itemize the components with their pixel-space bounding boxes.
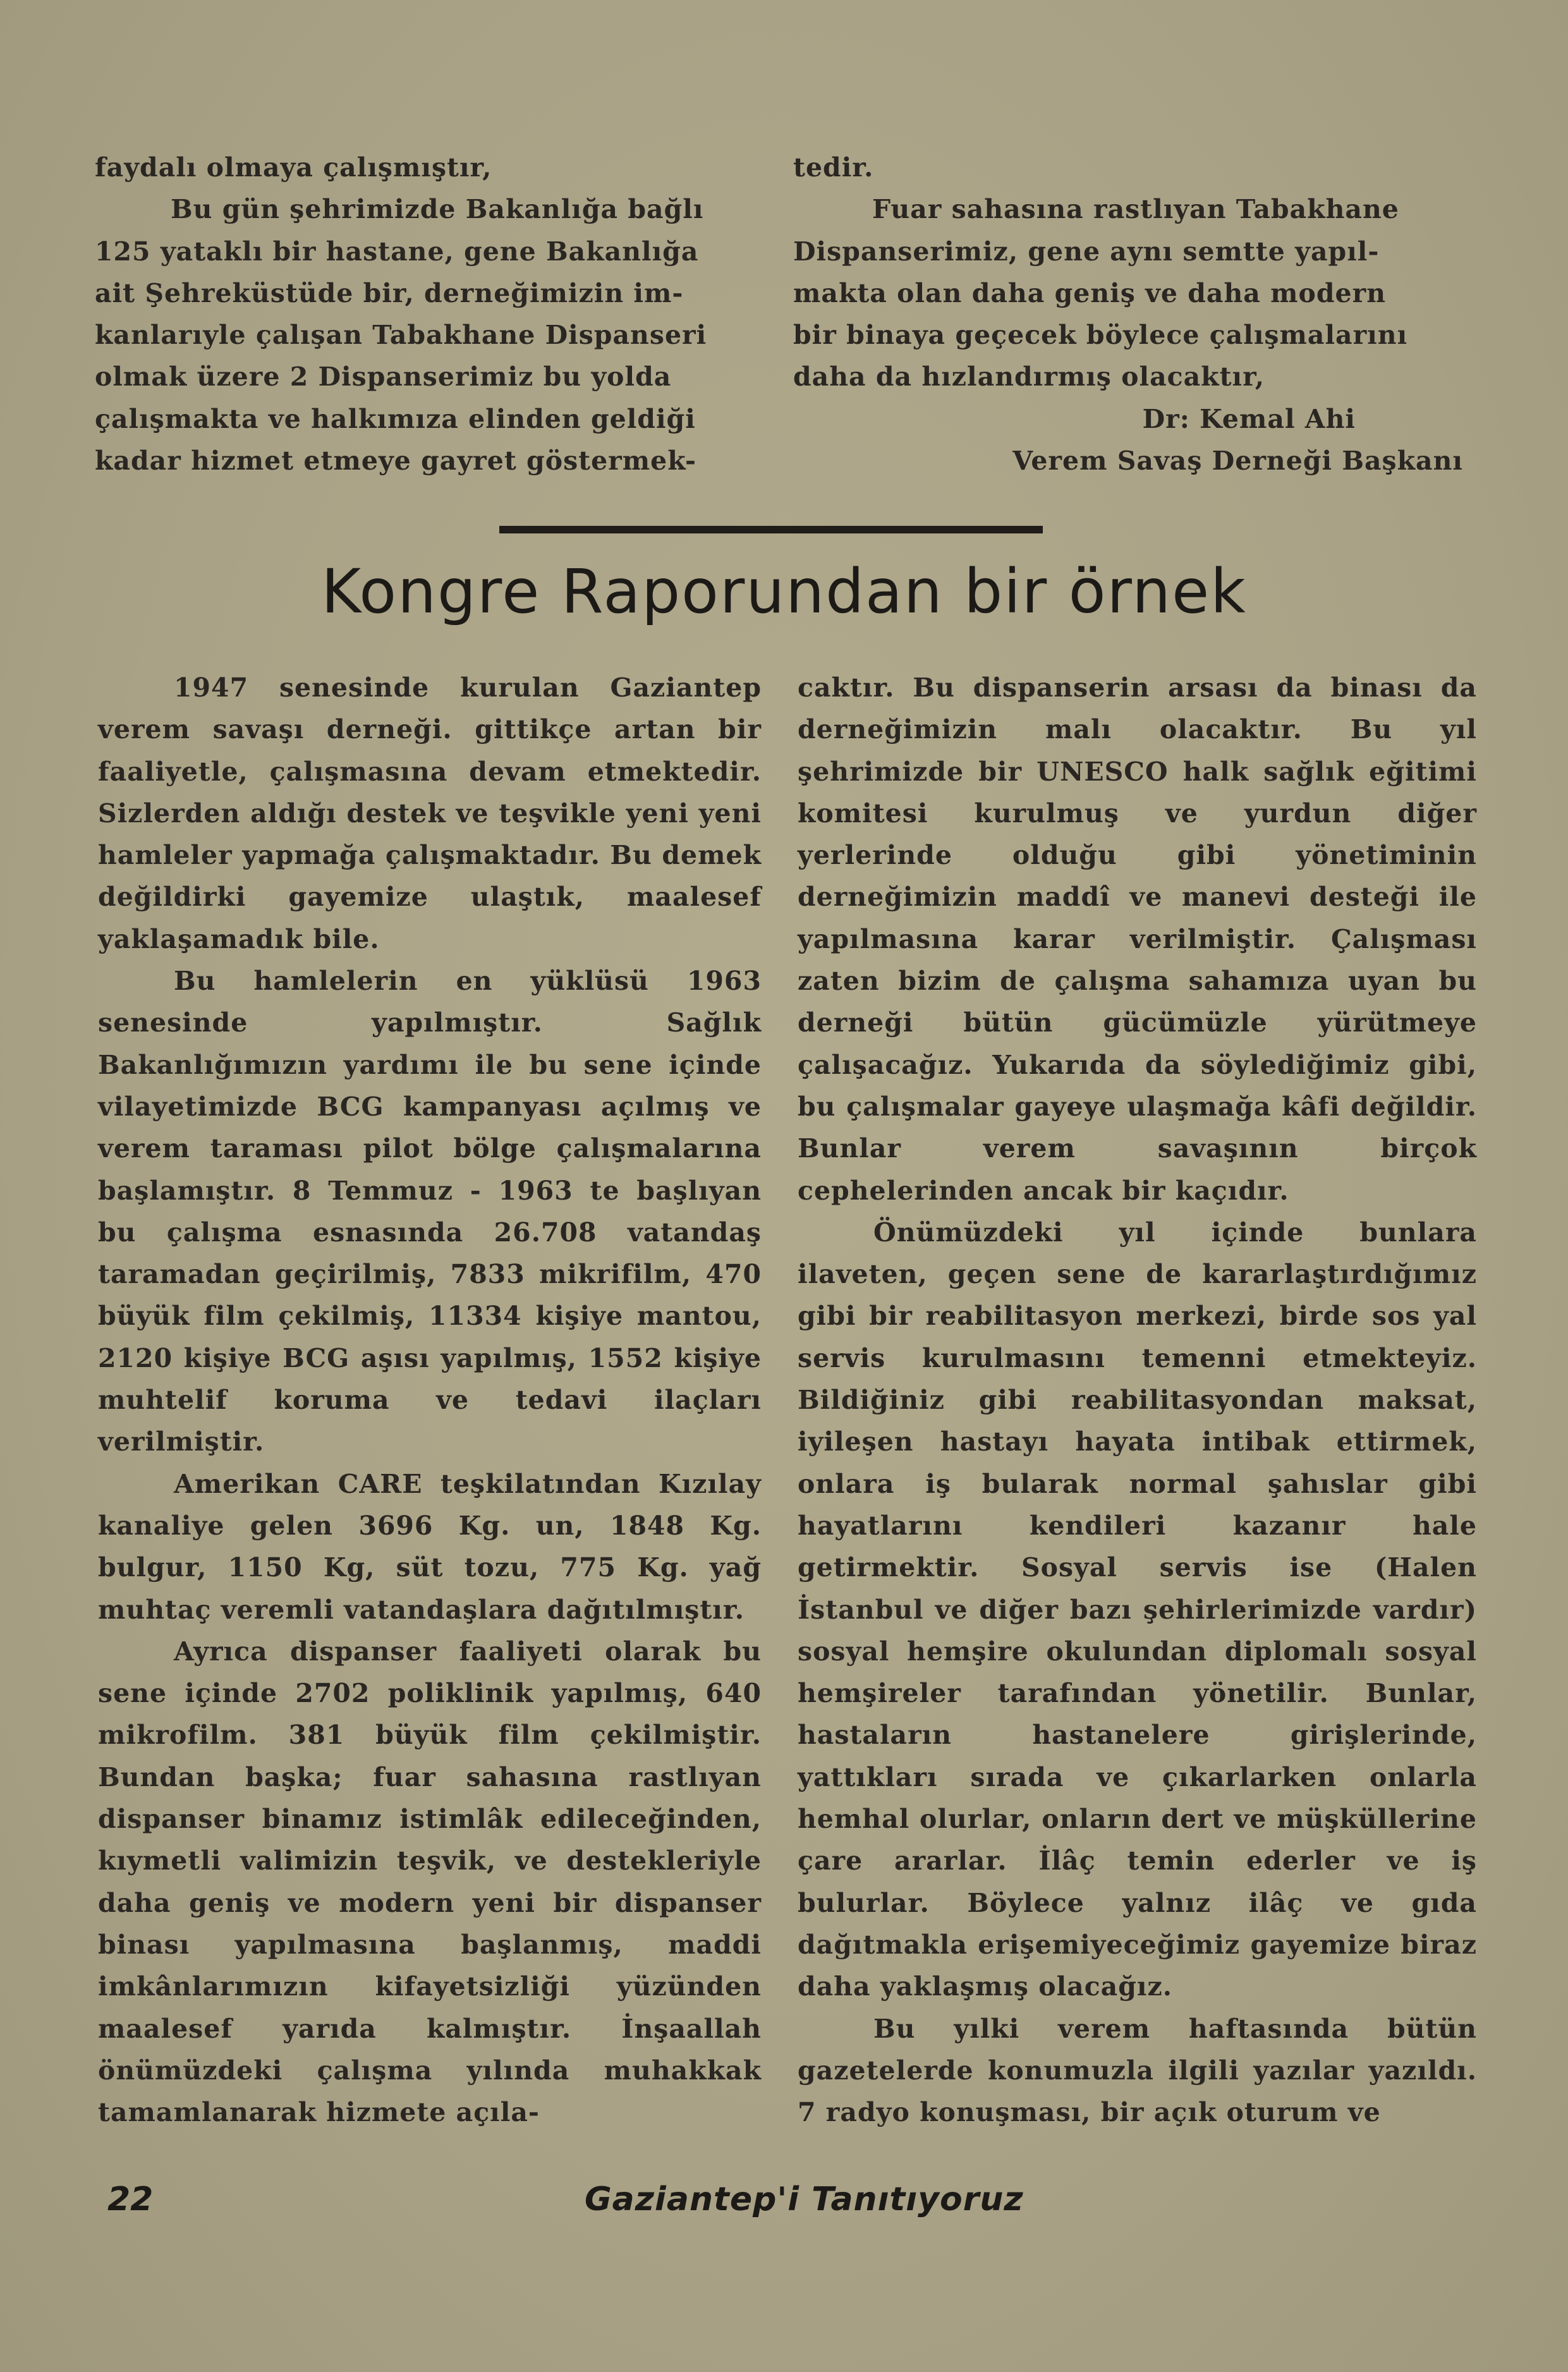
text-line: tedir.	[793, 152, 874, 183]
text-line: makta olan daha geniş ve daha modern	[793, 277, 1387, 308]
text-line: kanlarıyle çalışan Tabakhane Dispanseri	[95, 320, 707, 351]
text-line: olmak üzere 2 Dispanserimiz bu yolda	[95, 362, 672, 392]
top-right-column	[793, 147, 1476, 482]
publication-title: Gaziantep'i Tanıtıyoruz	[585, 2180, 1024, 2218]
signature-title: Verem Savaş Derneği Başkanı	[1012, 446, 1463, 477]
paragraph: Amerikan CARE teşkilatından Kızılay kanaliye gelen 3696 Kg. un, 1848 Kg. bulgur, 1150 Kg, süt tozu, 775 Kg. yağ muhtaç veremli vatandaşlara dağıtılmıştır.	[98, 1468, 762, 1625]
paragraph: Bu yılki verem haftasında bütün gazetelerde konumuzla ilgili yazılar yazıldı. 7 radyo konuşması, bir açık oturum ve	[798, 2013, 1477, 2128]
main-left-column	[98, 667, 762, 2133]
text-line: Dispanserimiz, gene aynı semtte yapıl-	[793, 236, 1380, 267]
text-line: Fuar sahasına rastlıyan Tabakhane	[872, 194, 1399, 225]
text-line: kadar hizmet etmeye gayret göstermek-	[95, 446, 697, 477]
text-line: çalışmakta ve halkımıza elinden geldiği	[95, 403, 696, 434]
main-right-column	[798, 667, 1477, 2133]
text-line: faydalı olmaya çalışmıştır,	[95, 152, 492, 183]
paragraph: 1947 senesinde kurulan Gaziantep verem savaşı derneği. gittikçe artan bir faaliyetle, çalışmasına devam etmektedir. Sizlerden aldığı destek ve teşvikle yeni yeni hamleler yapmağa çalışmaktadır. Bu demek değildirki gayemize ulaştık, maalesef yaklaşamadık bile.	[98, 672, 762, 954]
paragraph: Bu hamlelerin en yüklüsü 1963 senesinde yapılmıştır. Sağlık Bakanlığımızın yardımı ile bu sene içinde vilayetimizde BCG kampanyası açılmış ve verem taraması pilot bölge çalışmalarına başlamıştır. 8 Temmuz - 1963 te başlıyan bu çalışma esnasında 26.708 vatandaş taramadan geçirilmiş, 7833 mikrifilm, 470 büyük film çekilmiş, 11334 kişiye mantou, 2120 kişiye BCG aşısı yapılmış, 1552 kişiye muhtelif koruma ve tedavi ilaçları verilmiştir.	[98, 966, 762, 1457]
page-number: 22	[107, 2180, 154, 2218]
section-divider	[499, 526, 1043, 533]
top-left-column	[95, 147, 765, 482]
signature-name: Dr: Kemal Ahi	[1142, 403, 1356, 434]
text-line: ait Şehreküstüde bir, derneğimizin im-	[95, 277, 684, 308]
section-title: Kongre Raporundan bir örnek	[321, 556, 1247, 627]
text-line: Bu gün şehrimizde Bakanlığa bağlı	[171, 194, 704, 225]
paragraph: caktır. Bu dispanserin arsası da binası da derneğimizin malı olacaktır. Bu yıl şehrimizde bir UNESCO halk sağlık eğitimi komitesi kurulmuş ve yurdun diğer yerlerinde olduğu gibi yönetiminin derneğimizin maddî ve manevi desteği ile yapılmasına karar verilmiştir. Çalışması zaten bizim de çalışma sahamıza uyan bu derneği bütün gücümüzle yürütmeye çalışacağız. Yukarıda da söylediğimiz gibi, bu çalışmalar gayeye ulaşmağa kâfi değildir. Bunlar verem savaşının birçok cephelerinden ancak bir kaçıdır.	[798, 672, 1477, 1206]
paragraph: Önümüzdeki yıl içinde bunlara ilaveten, geçen sene de kararlaştırdığımız gibi bir reabilitasyon merkezi, birde sos yal servis kurulmasını temenni etmekteyiz. Bildiğiniz gibi reabilitasyondan maksat, iyileşen hastayı hayata intibak ettirmek, onlara iş bularak normal şahıslar gibi hayatlarını kendileri kazanır hale getirmektir. Sosyal servis ise (Halen İstanbul ve diğer bazı şehirlerimizde vardır) sosyal hemşire okulundan diplomalı sosyal hemşireler tarafından yönetilir. Bunlar, hastaların hastanelere girişlerinde, yattıkları sırada ve çıkarlarken onlarla hemhal olurlar, onların dert ve müşküllerine çare ararlar. İlâç temin ederler ve iş bulurlar. Böylece yalnız ilâç ve gıda dağıtmakla erişemiyeceğimiz gayemize biraz daha yaklaşmış olacağız.	[798, 1217, 1477, 2002]
text-line: daha da hızlandırmış olacaktır,	[793, 362, 1265, 392]
text-line: bir binaya geçecek böylece çalışmalarını	[793, 320, 1408, 351]
paragraph: Ayrıca dispanser faaliyeti olarak bu sene içinde 2702 poliklinik yapılmış, 640 mikrofilm. 381 büyük film çekilmiştir. Bundan başka; fuar sahasına rastlıyan dispanser binamız istimlâk edileceğinden, kıymetli valimizin teşvik, ve destekleriyle daha geniş ve modern yeni bir dispanser binası yapılmasına başlanmış, maddi imkânlarımızın kifayetsizliği yüzünden maalesef yarıda kalmıştır. İnşaallah önümüzdeki çalışma yılında muhakkak tamamlanarak hizmete açıla-	[98, 1636, 762, 2128]
text-line: 125 yataklı bir hastane, gene Bakanlığa	[95, 236, 699, 267]
